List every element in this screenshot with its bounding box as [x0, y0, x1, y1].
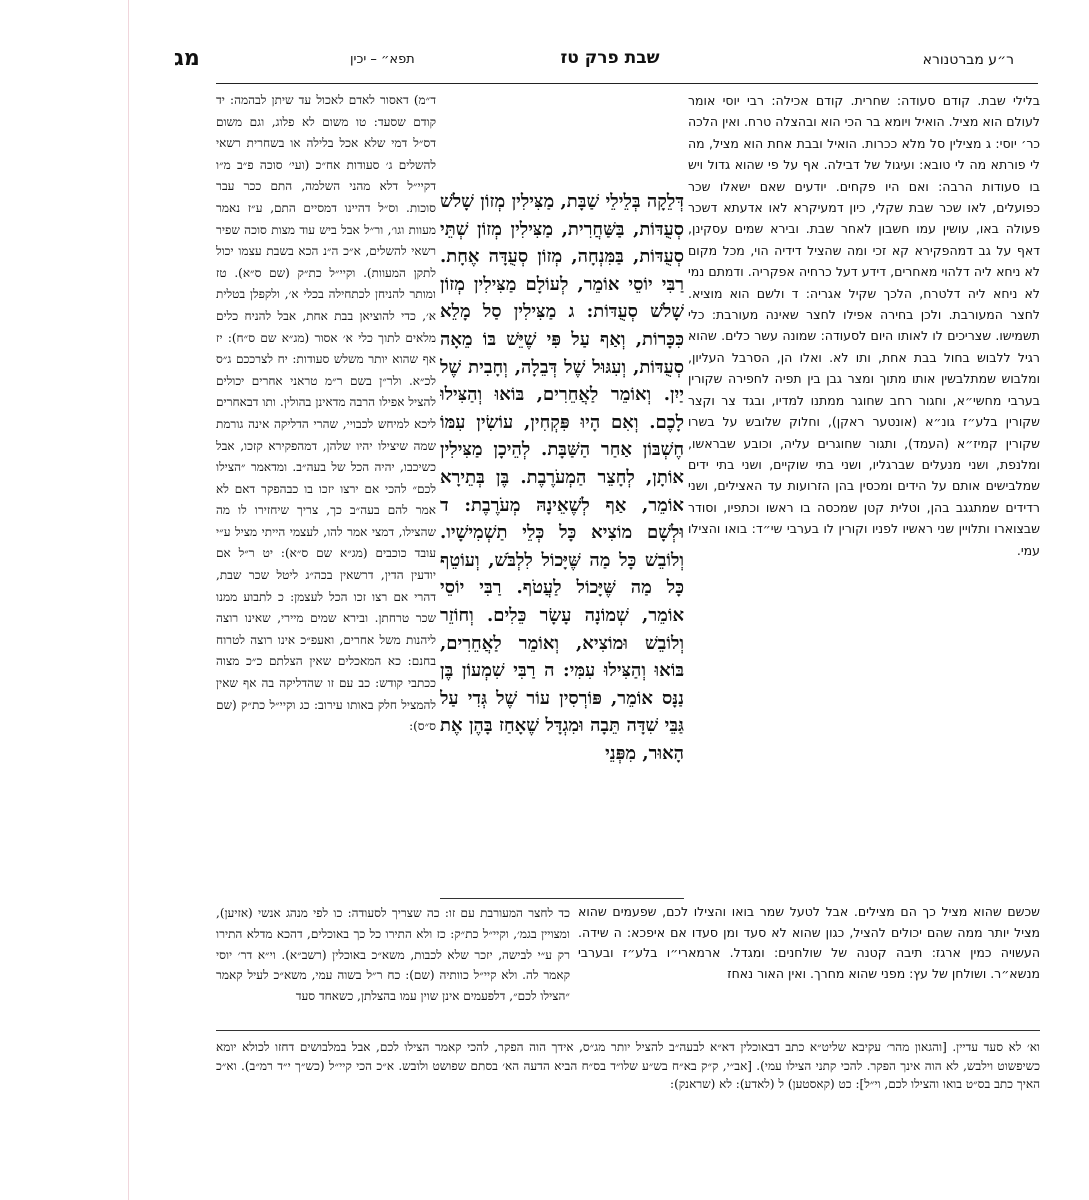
mishnah-bottom-rule: [440, 898, 684, 899]
yachin-commentary: ד״מ) דאסור לאדם לאכול עד שיתן לבהמה: יד קודם שסעד: טו משום לא פלוג, וגם משום דס״ל דמי שלא אכל בלילה או בשחרית רשאי להשלים ג׳ סעודות אח״כ (ועי׳ סוכה פ״ב מ״ו דקיי״ל דלא מהני השלמה, התם ככר עבר סוכות. וס״ל דהיינו דמסיים התם, ע״ז נאמר מעוות וגו׳, ור״ל אבל ביש עוד מצות סוכה שפיר רשאי להשלים, א״כ ה״נ הכא בשבת עצמו יכול לתקן המעוות). וקיי״ל כת״ק (שם ס״א). טז ומותר להניחן לכתחילה בכלי א׳, ולקפלן בטלית א׳, כדי להוציאן בבת אחת, אבל להניח כלים מלאים לתוך כלי א׳ אסור (מג״א שם ס״ח): יז אף שהוא יותר משלש סעודות: יח לצרככם ג״ס לכ״א. ולר״ן בשם ר״מ טראני אחרים יכולים להציל אפילו הרבה מדאינן בהולין. ותו דבאחרים ליכא למיחש לכבויי, שהרי הדליקה אינה גורמת שמה שיצילו יהיו שלהן, דמהפקירא קזכו, אבל כשיכבו, יהיה הכל של בעה״ב. ומדאמר ״הצילו לכם״ להכי אם ירצו יזכו בו כבהפקר דאם לא אמר להם בעה״ב כך, צריך שיחזירו לו מה שהצילו, דמצי אמר להו, לעצמי הייתי מציל ע״י עובד כוכבים (מג״א שם ס״א): יט ר״ל אם יודעין הדין, דרשאין בכה״ג ליטל שכר שבת, דהרי אם רצו זכו הכל לעצמן: כ לתבוע ממנו שכר טרחתן. ובירא שמים מיירי, שאינו רוצה ליהנות משל אחרים, ואעפ״כ אינו רוצה לטרוח בחנם: כא המאכלים שאין הצלתם כ״כ מצוה ככתבי קודש: כב עם זו שהדליקה בה אף שאין להמציל חלק באותו עירוב: כג וקיי״ל כת״ק (שם ס״ס):: [216, 93, 436, 734]
bartenura-continuation: שכשם שהוא מציל כך הם מצילים. אבל לטעל שמר בואו והצילו לכם, שפעמים שהוא מציל יותר ממה שהם יכולים להציל, כגון שהוא לא סעד ומן סעדו אם איפכא: ה שידה. העשויה כמין ארגז: תיבה קטנה של שולחנים: ומגדל. ארמארי״ו בלע״ז ובערבי מנשא״ר. ושולחן של עץ: מפני שהוא מחרך. ואין האור נאחז: [578, 904, 1040, 981]
header-middle-label: תפא״ – יכין: [350, 52, 415, 67]
bartenura-commentary: בלילי שבת. קודם סעודה: שחרית. קודם אכילה: רבי יוסי אומר לעולם הוא מציל. הואיל ויומא בר הכי הוא ובהצלה טרח. ואין הלכה כר׳ יוסי: ג מצילין סל מלא ככרות. הואיל ובבת אחת הוא מציל, מה לי פורתא מה לי טובא: ועיגול של דבילה. אף על פי שהוא גדול ויש בו סעודות הרבה: ואם היו פקחים. יודעים שאם ישאלו שכר כפועלים, לאו שכר שבת שקלי, כיון דמעיקרא לאו אדעתא דשכר פעולה באו, עושין עמו חשבון לאחר שבת. ובירא שמים עסקינן, דאף על גב דמהפקירא קא זכי ומה שהציל דידיה הוי, מכל מקום לא ניחא ליה דלהוי מאחרים, דידע דעל כרחיה אפקריה. ודמתם נמי לא ניחא ליה דלטרח, הלכך שקיל אגריה: ד ולשם הוא מוציא. לחצר המעורבת. ולכן בחירה אפילו לחצר שאינה מעורבת: כלי תשמישו. שצריכים לו לאותו היום לסעודה: שמונה עשר כלים. שהוא רגיל ללבוש בחול בבת אחת, ותו לא. ואלו הן, הסרבל העליון, ומלבוש שמתלבשין אותו מתוך ומצר גבן בין תפיה לחפירה שקורין בערבי מחשי״א, וחגור רחב שחוגר ממתנו למדיו, ובגד צר וקצר שקורין בלע״ז גונ״א (אונטער ראקן), וחלוק שלובש על בשרו שקורין קמיז״א (העמד), ותגור שחוגרים עליה, וכובע שבראשו, ומלנפת, ושני מנעלים שברגליו, ושני בתי שוקיים, ושני בתי ידים שמלבישים אותם על הידים ומכסין בהן הזרועות עד האצילים, ושני רדידים שמתגגב בהן, וטלית קטן שמכסה בו ראשו וכתפיו, וסודר שבצוארו ותלויין שני ראשיו לפניו וקורין לו בערבי שי״ד: בואו והצילו עמי.: [688, 93, 1040, 558]
page-header: [174, 46, 1040, 82]
header-rule: [216, 83, 1038, 84]
page-title: שבת פרק טז: [560, 48, 660, 68]
mishnah-text: דְּלֵקָה בְּלֵילֵי שַׁבָּת, מַצִּילִין מְזוֹן שָׁלֹשׁ סְעֻדּוֹת, בַּשַּׁחֲרִית, מַצִּילִין מְזוֹן שְׁתֵּי סְעֻדּוֹת, בַּמִּנְחָה, מְזוֹן סְעֻדָּה אֶחָת. רַבִּי יוֹסֵי אוֹמֵר, לְעוֹלָם מַצִּילִין מְזוֹן שָׁלֹשׁ סְעֻדּוֹת: ג מַצִּילִין סַל מָלֵא כִּכָּרוֹת, וְאַף עַל פִּי שֶׁיֵּשׁ בּוֹ מֵאָה סְעֻדּוֹת, וְעִגּוּל שֶׁל דְּבֵלָה, וְחָבִית שֶׁל יַיִן. וְאוֹמֵר לַאֲחֵרִים, בּוֹאוּ וְהַצִּילוּ לָכֶם. וְאִם הָיוּ פִּקְחִין, עוֹשִׂין עִמּוֹ חֶשְׁבּוֹן אַחַר הַשַּׁבָּת. לְהֵיכָן מַצִּילִין אוֹתָן, לְחָצֵר הַמְעֹרֶבֶת. בֶּן בְּתֵירָא אוֹמֵר, אַף לְשֶׁאֵינָהּ מְעֹרֶבֶת: ד וּלְשָׁם מוֹצִיא כָּל כְּלֵי תַשְׁמִישָׁיו. וְלוֹבֵשׁ כָּל מַה שֶּׁיָּכוֹל לִלְבֹּשׁ, וְעוֹטֵף כָּל מַה שֶּׁיָּכוֹל לַעֲטֹף. רַבִּי יוֹסֵי אוֹמֵר, שְׁמוֹנָה עָשָׂר כֵּלִים. וְחוֹזֵר וְלוֹבֵשׁ וּמוֹצִיא, וְאוֹמֵר לַאֲחֵרִים, בּוֹאוּ וְהַצִּילוּ עִמִּי: ה רַבִּי שִׁמְעוֹן בֶּן נַנָּס אוֹמֵר, פּוֹרְסִין עוֹר שֶׁל גְּדִי עַל גַּבֵּי שִׁדָּה תֵּבָה וּמִגְדָּל שֶׁאָחַז בָּהֶן אֶת הָאוּר, מִפְּנֵי: [440, 191, 684, 764]
footnotes: וא׳ לא סעד עדיין. [והגאון מהר׳ עקיבא שליט״א כתב דבאוכלין דא״א לבעה״ב להציל יותר מג״ס, אידך הוה הפקר, להכי קאמר הצילו לכם, אבל במלבושים דחזו לכולא יומא כשיפשוט וילבש, לא הוה אינך הפקר. להכי קתני הצילו עמי). [אב״י, ק״ק בא״ח בש״ע שלו״ד בס״ח הביא הדעה הא׳ בסתם שפושט ולובש. א״כ הכי קיי״ל (כש״ך י״ד רמ״ב). וא״כ האיך כתב בס״ט בואו והצילו לכם, וי״ל]: כט (קאסטען) ל (לאדע): לא (שראנק):: [216, 1040, 1040, 1092]
page-edge: [128, 0, 129, 1200]
page-number: מג: [174, 46, 200, 71]
yachin-continuation: כד לחצר המעורבת עם זו: כה שצריך לסעודה: כו לפי מנהג אנשי (אזיען), ומצויין בגמ׳, וקיי״ל כת״ק: כז ולא התירו כל כך באוכלים, דהכא מדלא התירו רק ע״י לבישה, יזכר שלא לכבות, משא״כ באוכלין (רשב״א). וי״א דר׳ יוסי קאמר לה. ולא קיי״ל כוותיה (שם): כח ר״ל בשוה עמי, משא״כ לעיל קאמר ״הצילו לכם״, דלפעמים אינן שוין עמו בהצלתן, כשאחד סעד: [216, 906, 570, 1004]
footnote-rule: [216, 1030, 1040, 1031]
header-left-label: ר״ע מברטנורא: [922, 52, 1014, 68]
